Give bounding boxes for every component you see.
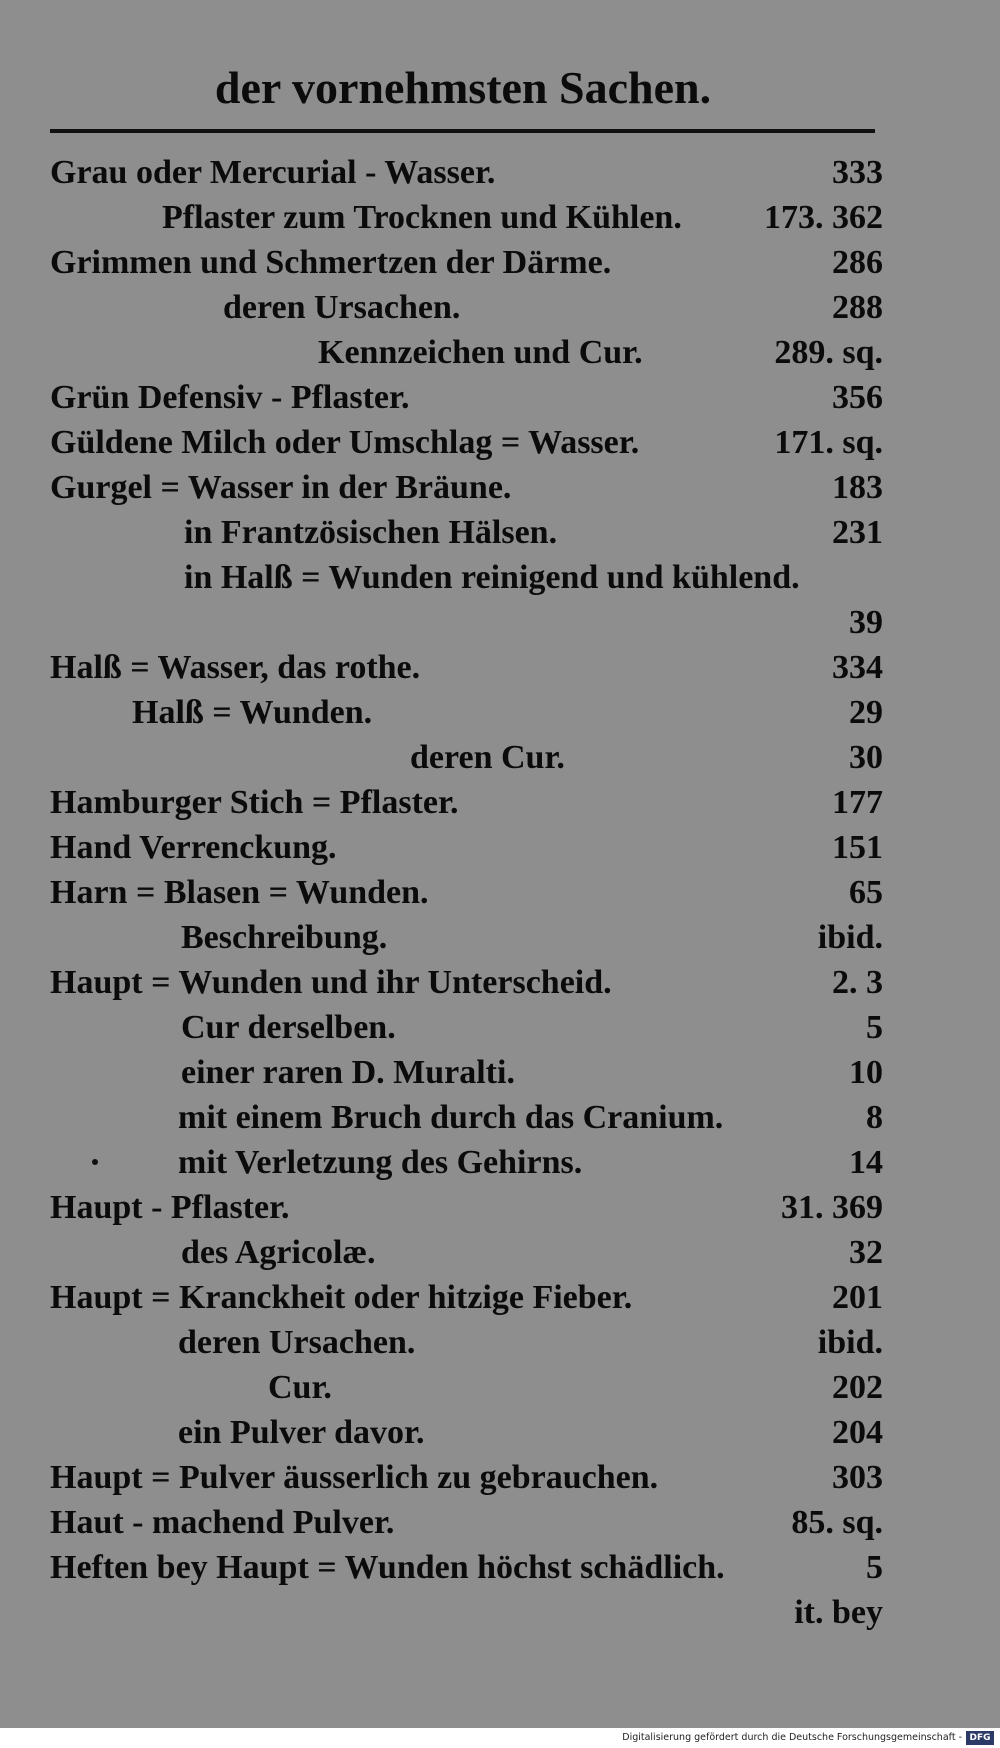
index-entry xyxy=(0,735,1000,780)
page-title: der vornehmsten Sachen. xyxy=(214,62,712,113)
stray-ink-mark xyxy=(92,1159,98,1165)
entry-page: ibid. xyxy=(817,919,883,956)
entry-term: Haupt = Wunden und ihr Unterscheid. xyxy=(50,964,612,1001)
dfg-logo-icon: DFG xyxy=(966,1731,994,1745)
entry-page: 29 xyxy=(849,694,883,731)
index-entry xyxy=(0,150,1000,195)
index-entry xyxy=(0,1410,1000,1455)
entry-term: Hand Verrenckung. xyxy=(50,829,337,866)
index-entry xyxy=(0,555,1000,600)
entry-page: 204 xyxy=(832,1414,883,1451)
entry-page: 31. 369 xyxy=(781,1189,883,1226)
index-entry xyxy=(0,1050,1000,1095)
entry-page: 231 xyxy=(832,514,883,551)
index-entry xyxy=(0,1005,1000,1050)
entry-page: 5 xyxy=(866,1549,883,1586)
entry-page: 171. sq. xyxy=(774,424,883,461)
entry-page: 183 xyxy=(832,469,883,506)
entry-page: 177 xyxy=(832,784,883,821)
index-entry-continuation xyxy=(0,1590,1000,1635)
entry-page: 30 xyxy=(849,739,883,776)
index-entry xyxy=(0,240,1000,285)
index-entry xyxy=(0,375,1000,420)
entry-page: 334 xyxy=(832,649,883,686)
entry-term: Kennzeichen und Cur. xyxy=(318,334,643,371)
entry-term: Haupt = Pulver äusserlich zu gebrauchen. xyxy=(50,1459,659,1496)
entry-page: 10 xyxy=(849,1054,883,1091)
entry-page: 32 xyxy=(849,1234,883,1271)
index-entry xyxy=(0,1365,1000,1410)
index-entry xyxy=(0,780,1000,825)
index-entry xyxy=(0,510,1000,555)
entry-term: Cur derselben. xyxy=(181,1009,396,1046)
entry-term: Hamburger Stich = Pflaster. xyxy=(50,784,459,821)
entry-term: einer raren D. Muralti. xyxy=(181,1054,515,1091)
index-entry xyxy=(0,960,1000,1005)
entry-term: mit Verletzung des Gehirns. xyxy=(178,1144,583,1181)
entry-term: in Frantzösischen Hälsen. xyxy=(184,514,558,551)
index-entry xyxy=(0,1140,1000,1185)
entry-page: 201 xyxy=(832,1279,883,1316)
entry-page: 303 xyxy=(832,1459,883,1496)
index-entry xyxy=(0,870,1000,915)
index-entry xyxy=(0,915,1000,960)
index-entry xyxy=(0,1275,1000,1320)
entry-term: Grimmen und Schmertzen der Därme. xyxy=(50,244,612,281)
entry-page: it. bey xyxy=(794,1594,883,1631)
entry-page: 333 xyxy=(832,154,883,191)
entry-page: 5 xyxy=(866,1009,883,1046)
entry-page: 173. 362 xyxy=(764,199,883,236)
header-rule xyxy=(50,129,875,133)
index-entry xyxy=(0,195,1000,240)
index-entry xyxy=(0,420,1000,465)
entry-term: Grün Defensiv - Pflaster. xyxy=(50,379,410,416)
entry-term: Halß = Wunden. xyxy=(132,694,373,731)
entry-page: ibid. xyxy=(817,1324,883,1361)
entry-term: Haupt = Kranckheit oder hitzige Fieber. xyxy=(50,1279,633,1316)
entry-term: Gurgel = Wasser in der Bräune. xyxy=(50,469,512,506)
entry-term: des Agricolæ. xyxy=(181,1234,376,1271)
entry-term: mit einem Bruch durch das Cranium. xyxy=(178,1099,724,1136)
entry-term: Haut - machend Pulver. xyxy=(50,1504,395,1541)
entry-term: deren Cur. xyxy=(410,739,565,776)
index-entry xyxy=(0,1095,1000,1140)
index-entry xyxy=(0,1500,1000,1545)
entry-term: Cur. xyxy=(268,1369,332,1406)
entry-page: 8 xyxy=(866,1099,883,1136)
entry-term: Güldene Milch oder Umschlag = Wasser. xyxy=(50,424,640,461)
entry-page: 286 xyxy=(832,244,883,281)
index-entry xyxy=(0,1545,1000,1590)
index-entry xyxy=(0,645,1000,690)
index-entry xyxy=(0,1230,1000,1275)
index-entry xyxy=(0,1455,1000,1500)
entry-term: deren Ursachen. xyxy=(178,1324,416,1361)
entry-page: 289. sq. xyxy=(774,334,883,371)
entry-term: in Halß = Wunden reinigend und kühlend. xyxy=(184,559,800,596)
index-entry xyxy=(0,330,1000,375)
index-entry xyxy=(0,465,1000,510)
index-entry xyxy=(0,690,1000,735)
index-entries xyxy=(0,150,1000,1635)
index-entry xyxy=(0,1320,1000,1365)
entry-term: Haupt - Pflaster. xyxy=(50,1189,290,1226)
digitization-footer xyxy=(0,1728,1000,1748)
entry-term: Beschreibung. xyxy=(181,919,388,956)
entry-term: ein Pulver davor. xyxy=(178,1414,425,1451)
entry-page: 85. sq. xyxy=(791,1504,883,1541)
entry-term: Grau oder Mercurial - Wasser. xyxy=(50,154,496,191)
entry-page: 14 xyxy=(849,1144,883,1181)
entry-page: 39 xyxy=(849,604,883,641)
index-entry xyxy=(0,825,1000,870)
entry-page: 151 xyxy=(832,829,883,866)
entry-page: 356 xyxy=(832,379,883,416)
index-entry xyxy=(0,285,1000,330)
entry-term: Pflaster zum Trocknen und Kühlen. xyxy=(162,199,682,236)
entry-term: deren Ursachen. xyxy=(223,289,461,326)
entry-term: Harn = Blasen = Wunden. xyxy=(50,874,429,911)
entry-page: 288 xyxy=(832,289,883,326)
funding-credit: Digitalisierung gefördert durch die Deutsche Forschungsgemeinschaft - xyxy=(622,1732,962,1743)
entry-page: 65 xyxy=(849,874,883,911)
entry-page: 202 xyxy=(832,1369,883,1406)
index-entry xyxy=(0,1185,1000,1230)
index-entry-continuation xyxy=(0,600,1000,645)
entry-page: 2. 3 xyxy=(832,964,883,1001)
entry-term: Heften bey Haupt = Wunden höchst schädlich. xyxy=(50,1549,725,1586)
entry-term: Halß = Wasser, das rothe. xyxy=(50,649,421,686)
